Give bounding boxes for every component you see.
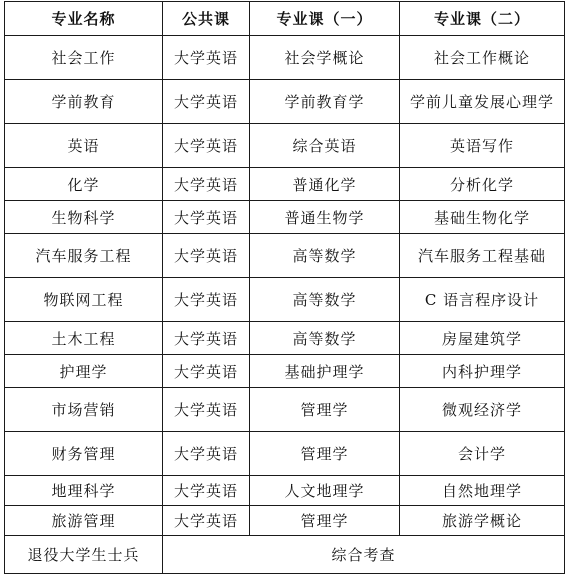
- cell-major-veterans: 退役大学生士兵: [5, 536, 163, 574]
- cell-public-course: 大学英语: [163, 124, 250, 168]
- cell-major: 土木工程: [5, 322, 163, 355]
- cell-public-course: 大学英语: [163, 355, 250, 388]
- cell-public-course: 大学英语: [163, 506, 250, 536]
- cell-course-1: 基础护理学: [250, 355, 400, 388]
- cell-course-1: 高等数学: [250, 322, 400, 355]
- cell-course-1: 综合英语: [250, 124, 400, 168]
- cell-course-2: 微观经济学: [400, 388, 565, 432]
- cell-course-2: 英语写作: [400, 124, 565, 168]
- cell-major: 地理科学: [5, 476, 163, 506]
- cell-major: 市场营销: [5, 388, 163, 432]
- cell-course-1: 管理学: [250, 388, 400, 432]
- cell-public-course: 大学英语: [163, 201, 250, 234]
- cell-public-course: 大学英语: [163, 234, 250, 278]
- cell-course-2: 汽车服务工程基础: [400, 234, 565, 278]
- cell-course-2: C 语言程序设计: [400, 278, 565, 322]
- cell-course-2: 房屋建筑学: [400, 322, 565, 355]
- cell-course-1: 高等数学: [250, 278, 400, 322]
- cell-major: 旅游管理: [5, 506, 163, 536]
- cell-course-1: 人文地理学: [250, 476, 400, 506]
- cell-course-1: 普通生物学: [250, 201, 400, 234]
- cell-public-course: 大学英语: [163, 36, 250, 80]
- cell-course-2: 社会工作概论: [400, 36, 565, 80]
- table-header-row: [5, 2, 565, 36]
- table-row: [5, 124, 565, 168]
- cell-major: 社会工作: [5, 36, 163, 80]
- table-row: [5, 80, 565, 124]
- cell-course-1: 学前教育学: [250, 80, 400, 124]
- table-row: [5, 388, 565, 432]
- cell-course-1: 社会学概论: [250, 36, 400, 80]
- cell-course-2: 分析化学: [400, 168, 565, 201]
- cell-major: 护理学: [5, 355, 163, 388]
- table-row: [5, 234, 565, 278]
- cell-major: 生物科学: [5, 201, 163, 234]
- cell-major: 化学: [5, 168, 163, 201]
- table-row-veterans: [5, 536, 565, 574]
- cell-course-2: 学前儿童发展心理学: [400, 80, 565, 124]
- table-row: [5, 322, 565, 355]
- cell-public-course: 大学英语: [163, 278, 250, 322]
- cell-course-1: 高等数学: [250, 234, 400, 278]
- cell-course-2: 旅游学概论: [400, 506, 565, 536]
- header-major-course-1: 专业课（一）: [250, 2, 400, 36]
- table-row: [5, 476, 565, 506]
- cell-course-1: 管理学: [250, 432, 400, 476]
- table-row: [5, 278, 565, 322]
- cell-major: 汽车服务工程: [5, 234, 163, 278]
- table-row: [5, 36, 565, 80]
- cell-public-course: 大学英语: [163, 388, 250, 432]
- table-row: [5, 432, 565, 476]
- cell-public-course: 大学英语: [163, 322, 250, 355]
- header-public-course: 公共课: [163, 2, 250, 36]
- cell-course-1: 管理学: [250, 506, 400, 536]
- cell-exam-comprehensive: 综合考查: [163, 536, 565, 574]
- cell-course-2: 会计学: [400, 432, 565, 476]
- cell-course-2: 基础生物化学: [400, 201, 565, 234]
- cell-public-course: 大学英语: [163, 168, 250, 201]
- cell-major: 学前教育: [5, 80, 163, 124]
- cell-public-course: 大学英语: [163, 476, 250, 506]
- cell-public-course: 大学英语: [163, 432, 250, 476]
- header-major-name: 专业名称: [5, 2, 163, 36]
- cell-course-1: 普通化学: [250, 168, 400, 201]
- cell-course-2: 自然地理学: [400, 476, 565, 506]
- table-row: [5, 355, 565, 388]
- cell-major: 英语: [5, 124, 163, 168]
- table-row: [5, 168, 565, 201]
- header-major-course-2: 专业课（二）: [400, 2, 565, 36]
- cell-major: 物联网工程: [5, 278, 163, 322]
- cell-public-course: 大学英语: [163, 80, 250, 124]
- major-exam-table: [4, 1, 565, 574]
- cell-course-2: 内科护理学: [400, 355, 565, 388]
- cell-major: 财务管理: [5, 432, 163, 476]
- table-row: [5, 201, 565, 234]
- table-row: [5, 506, 565, 536]
